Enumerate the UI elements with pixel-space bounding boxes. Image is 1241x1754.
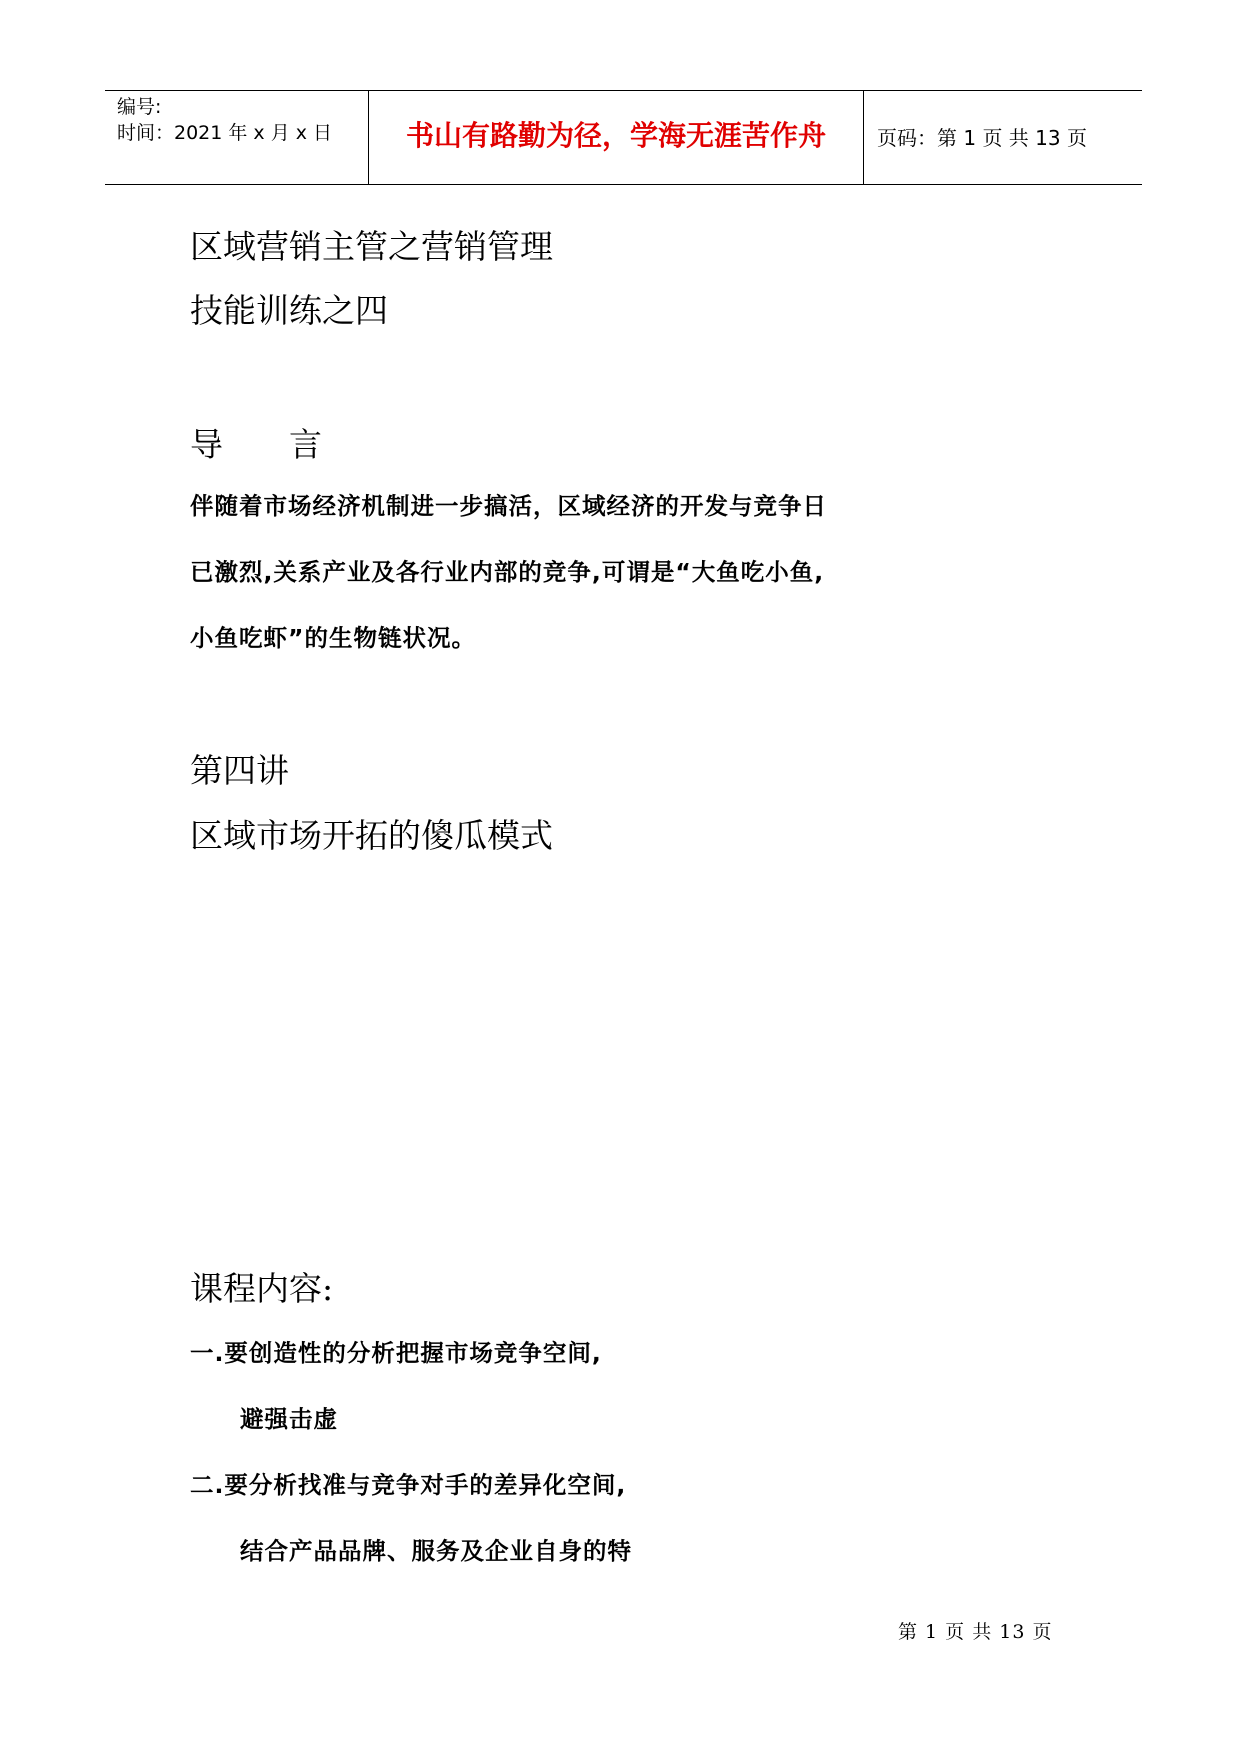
document-title: 区域营销主管之营销管理 bbox=[190, 227, 553, 266]
lecture-subject: 区域市场开拓的傻瓜模式 bbox=[190, 816, 553, 855]
intro-paragraph-line: 小鱼吃虾”的生物链状况。 bbox=[190, 624, 476, 652]
course-item-continuation: 结合产品品牌、服务及企业自身的特 bbox=[240, 1537, 632, 1565]
course-item: 二.要分析找准与竞争对手的差异化空间, bbox=[190, 1471, 627, 1499]
intro-heading-char-2: 言 bbox=[289, 425, 322, 464]
intro-paragraph-line: 伴随着市场经济机制进一步搞活，区域经济的开发与竞争日 bbox=[190, 492, 827, 520]
lecture-number: 第四讲 bbox=[190, 751, 289, 790]
intro-heading bbox=[190, 424, 322, 466]
page-footer: 第 1 页 共 13 页 bbox=[898, 1621, 1053, 1643]
header-page-cell bbox=[865, 91, 1142, 184]
course-item: 一.要创造性的分析把握市场竞争空间, bbox=[190, 1339, 602, 1367]
document-code-label: 编号: bbox=[117, 96, 162, 118]
course-heading: 课程内容: bbox=[190, 1269, 334, 1308]
header-motto: 书山有路勤为径，学海无涯苦作舟 bbox=[405, 119, 826, 152]
page-header bbox=[105, 90, 1142, 185]
document-time-label: 时间：2021 年 x 月 x 日 bbox=[117, 122, 333, 144]
header-info-cell bbox=[105, 91, 369, 184]
header-page-info: 页码：第 1 页 共 13 页 bbox=[877, 126, 1087, 150]
header-motto-cell bbox=[369, 91, 864, 184]
document-subtitle: 技能训练之四 bbox=[190, 291, 388, 330]
intro-paragraph-line: 已激烈,关系产业及各行业内部的竞争,可谓是“大鱼吃小鱼, bbox=[190, 558, 825, 586]
intro-heading-char-1: 导 bbox=[190, 425, 223, 464]
course-item-continuation: 避强击虚 bbox=[240, 1405, 338, 1433]
